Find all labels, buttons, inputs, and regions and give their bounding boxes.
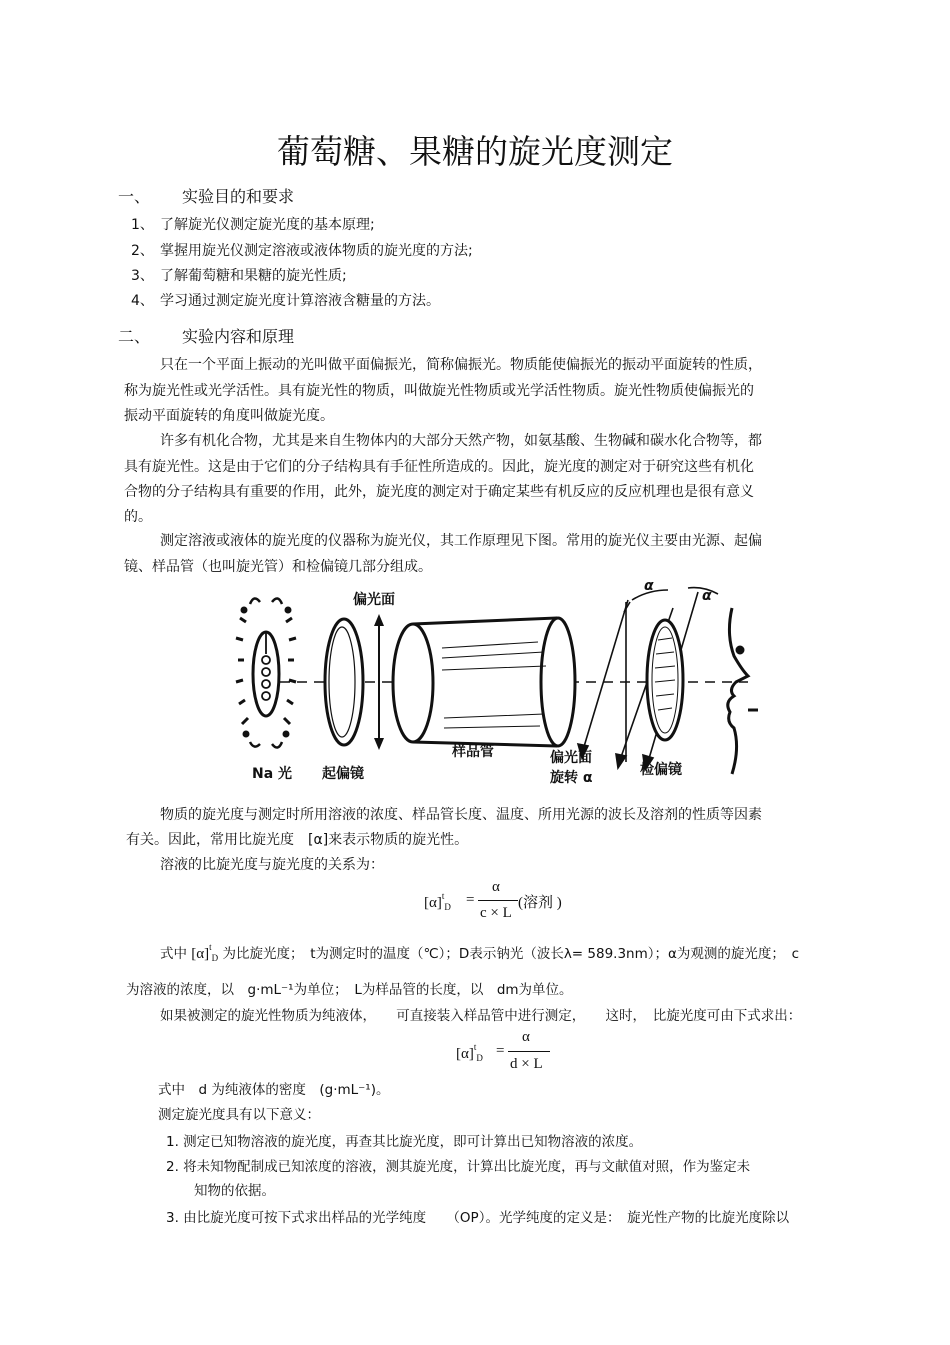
list-item-number: 2、 [131, 243, 154, 259]
paragraph-line: 如果被测定的旋光性物质为纯液体， 可直接装入样品管中进行测定， 这时， 比旋光度可由下式求出： [160, 1008, 802, 1024]
paragraph-line [160, 942, 799, 963]
observer-face-icon [728, 608, 758, 774]
alpha-symbol: α [702, 588, 712, 604]
formula-1-tail: (溶剂 ) [518, 895, 562, 911]
section-1-number: 一、 [118, 187, 151, 206]
formula-1-numerator: α [492, 879, 500, 895]
formula-1-fraction-bar [478, 900, 518, 901]
paragraph-line: 振动平面旋转的角度叫做旋光度。 [124, 408, 334, 424]
list-item: 学习通过测定旋光度计算溶液含糖量的方法。 [160, 293, 440, 309]
page-title: 葡萄糖、果糖的旋光度测定 [277, 132, 673, 171]
paragraph-line: 的。 [124, 509, 152, 525]
paragraph-line: 测定溶液或液体的旋光度的仪器称为旋光仪，其工作原理见下图。常用的旋光仪主要由光源、起偏 [160, 533, 762, 549]
list-item-number: 4、 [131, 293, 154, 309]
text-prefix: 式中 [160, 946, 187, 962]
formula-2-lhs [456, 1042, 483, 1063]
paragraph-line: 式中 d 为纯液体的密度 (g·mL⁻¹)。 [158, 1082, 390, 1098]
formula-sub: D [476, 1053, 483, 1063]
formula-sup: t [473, 1042, 477, 1052]
analyzer-label: 检偏镜 [640, 762, 682, 778]
paragraph-line: 合物的分子结构具有重要的作用，此外，旋光度的测定对于确定某些有机反应的反应机理也是很有意义 [124, 484, 754, 500]
text-rest: 为比旋光度； t为测定时的温度（℃）；D表示钠光（波长λ= 589.3nm）；α为观测的旋光度； c [222, 946, 800, 962]
polarizer-lens [325, 619, 363, 745]
paragraph-line: 溶液的比旋光度与旋光度的关系为： [160, 857, 384, 873]
inline-formula [191, 942, 219, 963]
section-2-number: 二、 [118, 327, 151, 346]
polarimeter-diagram [228, 578, 766, 786]
formula-sup: t [441, 891, 445, 901]
polar-plane-label: 偏光面 [353, 592, 395, 608]
section-2-heading: 实验内容和原理 [182, 327, 295, 346]
formula-2-denominator: d × L [510, 1056, 543, 1072]
paragraph-line: 物质的旋光度与测定时所用溶液的浓度、样品管长度、温度、所用光源的波长及溶剂的性质等因素 [160, 807, 762, 823]
list-item: 了解葡萄糖和果糖的旋光性质; [160, 268, 347, 284]
paragraph-line: 具有旋光性。这是由于它们的分子结构具有手征性所造成的。因此，旋光度的测定对于研究这些有机化 [124, 459, 754, 475]
list-item-number: 1、 [131, 217, 154, 233]
formula-sub: D [211, 953, 219, 963]
formula-1-denominator: c × L [480, 905, 512, 921]
formula-symbol: [α] [424, 895, 442, 911]
polarizer-label: 起偏镜 [322, 766, 364, 782]
paragraph-line: 只在一个平面上振动的光叫做平面偏振光，简称偏振光。物质能使偏振光的振动平面旋转的性质， [160, 357, 762, 373]
section-1-heading: 实验目的和要求 [182, 187, 295, 206]
paragraph-line: 许多有机化合物，尤其是来自生物体内的大部分天然产物，如氨基酸、生物碱和碳水化合物等，都 [160, 433, 762, 449]
paragraph-line: 为溶液的浓度，以 g·mL⁻¹为单位； L为样品管的长度，以 dm为单位。 [126, 982, 573, 998]
rotated-plane-label: 偏光面 [550, 750, 592, 766]
formula-sub: D [444, 902, 451, 912]
list-item-number: 3、 [131, 268, 154, 284]
formula-2-fraction-bar [508, 1051, 550, 1052]
na-light-label: Na 光 [252, 766, 293, 782]
paragraph-line: 镜、样品管（也叫旋光管）和检偏镜几部分组成。 [124, 559, 432, 575]
paragraph-line: 测定旋光度具有以下意义： [158, 1107, 320, 1123]
rotation-label: 旋转 α [550, 770, 593, 786]
formula-1-lhs [424, 891, 451, 912]
list-item: 知物的依据。 [194, 1183, 275, 1199]
list-item: 掌握用旋光仪测定溶液或液体物质的旋光度的方法; [160, 243, 473, 259]
paragraph-line: 有关。因此，常用比旋光度 [α]来表示物质的旋光性。 [126, 832, 469, 848]
list-item: 了解旋光仪测定旋光度的基本原理; [160, 217, 375, 233]
list-item: 3. 由比旋光度可按下式求出样品的光学纯度 （OP）。光学纯度的定义是： 旋光性产物的比旋光度除以 [166, 1210, 790, 1226]
formula-sup: t [209, 942, 212, 952]
formula-symbol: [α] [456, 1046, 474, 1062]
analyzer-lens [647, 620, 683, 740]
formula-2-numerator: α [522, 1029, 530, 1045]
formula-1-equals: = [466, 892, 475, 908]
formula-2-equals: = [496, 1043, 505, 1059]
paragraph-line: 称为旋光性或光学活性。具有旋光性的物质，叫做旋光性物质或光学活性物质。旋光性物质使偏振光的 [124, 383, 754, 399]
list-item: 2. 将未知物配制成已知浓度的溶液，测其旋光度，计算出比旋光度，再与文献值对照，作为鉴定未 [166, 1159, 751, 1175]
sample-tube-label: 样品管 [452, 744, 494, 760]
formula-symbol: [α] [191, 946, 210, 962]
sodium-flame-icon [236, 598, 296, 747]
list-item: 1. 测定已知物溶液的旋光度，再查其比旋光度，即可计算出已知物溶液的浓度。 [166, 1134, 643, 1150]
sample-tube [393, 618, 575, 746]
alpha-symbol: α [644, 578, 654, 594]
